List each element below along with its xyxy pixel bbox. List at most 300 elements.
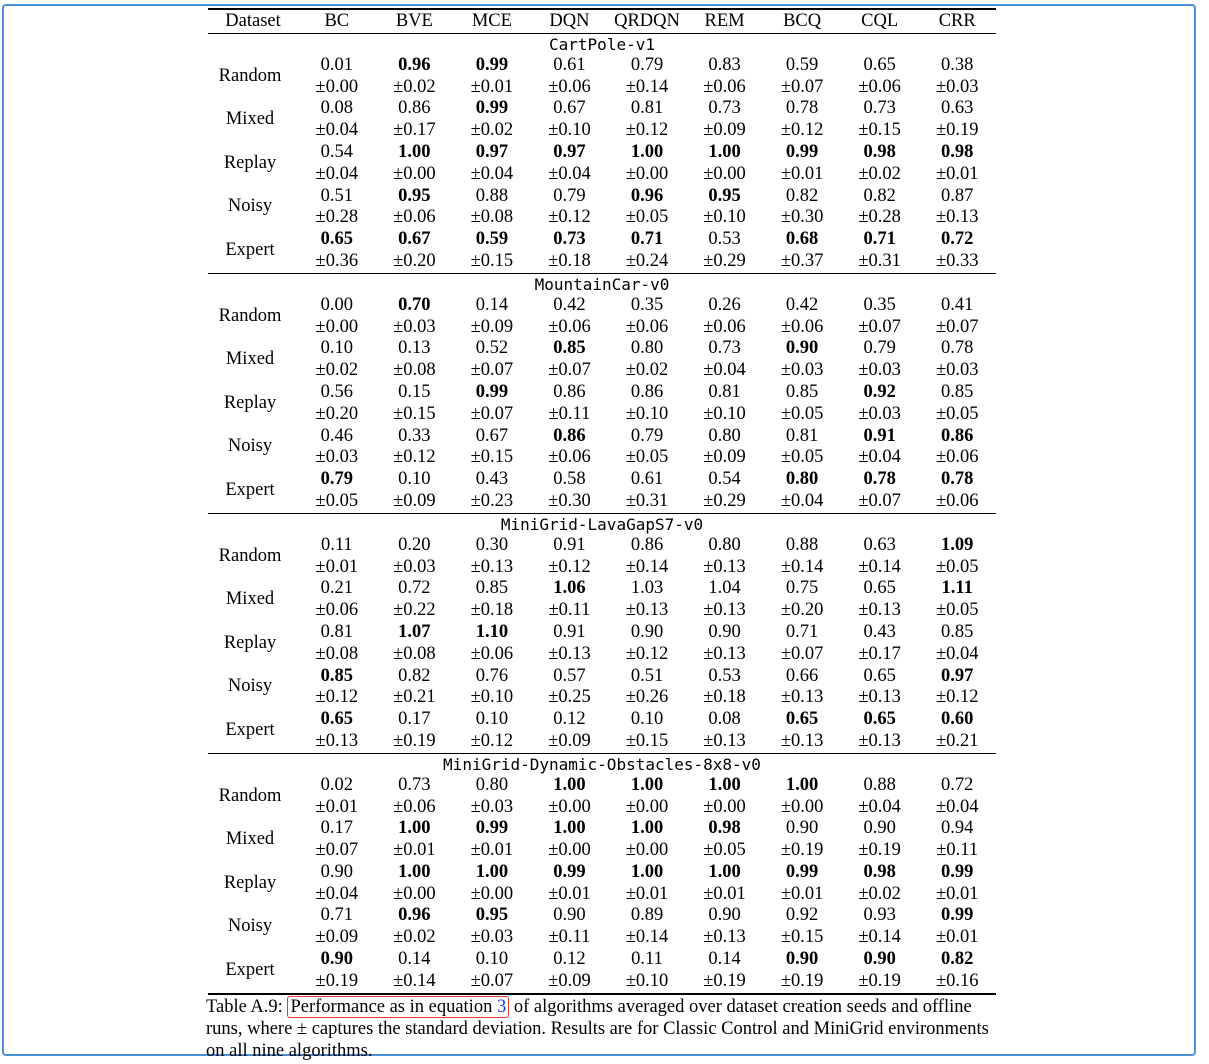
mean-value: 0.02 [320,774,353,795]
mean-value: 0.33 [398,425,431,446]
mean-value: 0.59 [475,229,509,250]
result-cell [686,469,764,513]
dataset-name: Mixed [225,589,275,610]
result-cell [531,622,609,666]
table-row [208,142,996,186]
std-value: ±0.00 [625,796,669,817]
env-group [208,513,996,753]
result-cell [376,535,454,579]
equation-ref-link[interactable]: 3 [496,996,507,1017]
std-value: ±0.20 [393,250,436,271]
dataset-name: Noisy [227,916,273,937]
result-cell [918,295,996,339]
result-cell [608,622,686,666]
table-row [208,862,996,906]
mean-value: 0.81 [785,425,819,446]
result-cell [841,578,919,622]
mean-value: 0.46 [320,425,353,446]
result-cell [608,338,686,382]
result-cell [841,905,919,949]
header-bc: BC [324,11,350,31]
std-value: ±0.01 [315,556,359,577]
std-value: ±0.00 [315,316,359,337]
table-row [208,622,996,666]
std-value: ±0.14 [625,556,669,577]
std-value: ±0.13 [858,600,901,621]
std-value: ±0.04 [935,796,979,817]
result-cell [686,862,764,906]
result-cell [298,382,376,426]
result-cell [376,578,454,622]
dataset-name: Random [218,545,282,566]
mean-value: 0.98 [708,818,741,839]
result-cell [298,535,376,579]
std-value: ±0.15 [625,730,669,751]
result-cell [763,338,841,382]
mean-value: 0.88 [785,534,819,555]
std-value: ±0.19 [703,970,746,991]
mean-value: 0.65 [320,229,353,250]
std-value: ±0.08 [315,643,359,664]
std-value: ±0.21 [935,730,979,751]
result-cell [453,775,531,819]
std-value: ±0.10 [703,403,746,424]
mean-value: 0.42 [785,294,819,315]
std-value: ±0.00 [315,76,359,97]
header-mce: MCE [471,11,512,31]
mean-value: 0.85 [475,578,509,599]
env-group [208,273,996,513]
result-cell [453,578,531,622]
mean-value: 0.81 [630,98,664,119]
std-value: ±0.02 [393,76,436,97]
mean-value: 1.00 [708,861,741,882]
std-value: ±0.13 [858,730,901,751]
std-value: ±0.06 [703,76,746,97]
mean-value: 0.99 [475,381,509,402]
result-cell [763,535,841,579]
std-value: ±0.19 [315,970,359,991]
std-value: ±0.06 [780,316,824,337]
mean-value: 0.56 [320,381,353,402]
result-cell [453,229,531,273]
std-value: ±0.30 [548,490,591,511]
mean-value: 0.41 [941,294,974,315]
std-value: ±0.31 [858,250,901,271]
std-value: ±0.06 [858,76,901,97]
result-cell [608,382,686,426]
std-value: ±0.13 [703,600,746,621]
std-value: ±0.06 [315,600,359,621]
std-value: ±0.29 [703,490,746,511]
mean-value: 0.99 [785,861,819,882]
mean-value: 0.01 [320,54,353,75]
result-cell [918,862,996,906]
result-cell [298,338,376,382]
mean-value: 1.00 [398,861,431,882]
result-cell [453,55,531,99]
std-value: ±0.02 [315,360,359,381]
table-row [208,818,996,862]
result-cell [376,55,454,99]
std-value: ±0.03 [315,447,359,468]
mean-value: 0.65 [320,709,353,730]
dataset-name: Mixed [225,109,275,130]
std-value: ±0.22 [393,600,436,621]
std-value: ±0.21 [393,687,436,708]
result-cell [763,229,841,273]
mean-value: 0.10 [475,949,509,970]
std-value: ±0.01 [625,883,669,904]
mean-value: 0.59 [785,54,819,75]
std-value: ±0.20 [315,403,359,424]
std-value: ±0.01 [935,927,979,948]
result-cell [453,98,531,142]
mean-value: 0.63 [941,98,974,119]
table-header-row [208,9,996,33]
mean-value: 0.75 [785,578,819,599]
mean-value: 1.00 [708,774,741,795]
mean-value: 0.99 [941,861,974,882]
mean-value: 0.72 [941,774,974,795]
mean-value: 0.65 [863,54,896,75]
std-value: ±0.11 [548,600,591,621]
mean-value: 0.98 [941,141,974,162]
mean-value: 0.65 [863,665,896,686]
std-value: ±0.13 [935,207,979,228]
mean-value: 1.00 [785,774,819,795]
mean-value: 0.85 [553,338,586,359]
table-row [208,338,996,382]
result-cell [453,186,531,230]
caption-highlight-text: Performance as in equation [290,996,497,1017]
mean-value: 0.90 [863,818,896,839]
result-cell [298,426,376,470]
result-cell [298,55,376,99]
header-qrdqn: QRDQN [614,11,680,31]
std-value: ±0.20 [780,600,824,621]
mean-value: 0.79 [863,338,896,359]
mean-value: 0.95 [398,185,431,206]
mean-value: 0.97 [941,665,974,686]
std-value: ±0.04 [703,360,746,381]
std-value: ±0.03 [780,360,824,381]
std-value: ±0.30 [780,207,824,228]
caption-highlight [287,996,509,1018]
std-value: ±0.05 [625,447,669,468]
results-table [208,8,996,995]
mean-value: 0.73 [553,229,586,250]
result-cell [686,55,764,99]
std-value: ±0.13 [548,643,591,664]
std-value: ±0.13 [470,556,514,577]
std-value: ±0.04 [780,490,824,511]
mean-value: 0.15 [398,381,431,402]
mean-value: 0.90 [320,949,353,970]
std-value: ±0.04 [315,120,359,141]
table-caption [206,996,1006,1062]
std-value: ±0.14 [858,927,901,948]
std-value: ±0.07 [470,970,514,991]
dataset-name: Mixed [225,829,275,850]
std-value: ±0.03 [393,316,436,337]
result-cell [453,709,531,753]
std-value: ±0.06 [625,316,669,337]
dataset-name: Random [218,65,282,86]
result-cell [763,295,841,339]
result-cell [298,469,376,513]
std-value: ±0.19 [858,970,901,991]
result-cell [686,338,764,382]
mean-value: 0.86 [553,381,586,402]
mean-value: 0.96 [630,185,664,206]
result-cell [298,709,376,753]
result-cell [608,818,686,862]
result-cell [298,905,376,949]
result-cell [608,229,686,273]
std-value: ±0.10 [703,207,746,228]
std-value: ±0.24 [625,250,669,271]
mean-value: 0.99 [475,818,509,839]
std-value: ±0.03 [858,360,901,381]
dataset-name: Replay [223,872,277,893]
mean-value: 0.81 [708,381,741,402]
std-value: ±0.07 [470,360,514,381]
std-value: ±0.06 [393,796,436,817]
result-cell [531,229,609,273]
std-value: ±0.13 [703,927,746,948]
mean-value: 1.00 [630,818,664,839]
result-cell [918,709,996,753]
table-row [208,295,996,339]
mean-value: 0.72 [398,578,431,599]
result-cell [686,949,764,994]
result-cell [531,535,609,579]
result-cell [918,578,996,622]
std-value: ±0.01 [470,840,514,861]
result-cell [763,818,841,862]
mean-value: 0.92 [863,381,896,402]
mean-value: 0.86 [630,534,664,555]
mean-value: 0.99 [475,54,509,75]
result-cell [841,469,919,513]
mean-value: 0.38 [941,54,974,75]
result-cell [376,622,454,666]
std-value: ±0.06 [393,207,436,228]
mean-value: 0.89 [630,905,664,926]
result-cell [608,469,686,513]
mean-value: 0.98 [863,141,896,162]
mean-value: 0.82 [785,185,819,206]
caption-rest: of algorithms averaged over dataset creation seeds and offline runs, where ± captures the standard deviation. Results are for Classic Control and MiniGrid environments on all nine algorithms. [206,996,989,1061]
result-cell [918,186,996,230]
result-cell [918,622,996,666]
mean-value: 0.10 [320,338,353,359]
mean-value: 0.87 [941,185,974,206]
result-cell [608,578,686,622]
mean-value: 0.58 [553,469,586,490]
dataset-name: Replay [223,632,277,653]
mean-value: 0.72 [941,229,974,250]
result-cell [453,862,531,906]
result-cell [531,295,609,339]
std-value: ±0.04 [858,447,901,468]
table-row [208,709,996,753]
mean-value: 0.61 [553,54,586,75]
mean-value: 0.68 [785,229,819,250]
dataset-name: Expert [225,959,275,980]
result-cell [453,469,531,513]
std-value: ±0.18 [470,600,514,621]
result-cell [531,98,609,142]
result-cell [841,338,919,382]
result-cell [453,382,531,426]
result-cell [918,142,996,186]
result-cell [453,949,531,994]
std-value: ±0.11 [936,840,979,861]
mean-value: 0.65 [863,709,896,730]
result-cell [531,709,609,753]
std-value: ±0.06 [703,316,746,337]
result-cell [841,186,919,230]
result-cell [376,949,454,994]
result-cell [763,905,841,949]
std-value: ±0.14 [393,970,436,991]
mean-value: 0.63 [863,534,896,555]
std-value: ±0.04 [935,643,979,664]
std-value: ±0.29 [703,250,746,271]
std-value: ±0.01 [780,163,824,184]
result-cell [763,142,841,186]
result-cell [453,338,531,382]
mean-value: 0.79 [630,54,664,75]
result-cell [376,186,454,230]
std-value: ±0.05 [703,840,746,861]
mean-value: 0.14 [475,294,509,315]
mean-value: 0.35 [630,294,664,315]
result-cell [531,818,609,862]
dataset-name: Expert [225,240,275,261]
std-value: ±0.09 [548,730,591,751]
mean-value: 0.85 [941,621,974,642]
env-group [208,33,996,273]
mean-value: 0.54 [708,469,741,490]
result-cell [763,775,841,819]
header-dataset: Dataset [225,11,281,31]
result-cell [376,709,454,753]
result-cell [686,905,764,949]
mean-value: 1.00 [398,818,431,839]
result-cell [918,905,996,949]
dataset-name: Expert [225,720,275,740]
mean-value: 0.20 [398,534,431,555]
result-cell [686,578,764,622]
std-value: ±0.07 [858,316,901,337]
mean-value: 1.00 [398,141,431,162]
mean-value: 0.53 [708,229,741,250]
mean-value: 0.82 [398,665,431,686]
mean-value: 1.06 [553,578,586,599]
std-value: ±0.01 [470,76,514,97]
mean-value: 0.96 [398,905,431,926]
result-cell [608,905,686,949]
std-value: ±0.12 [625,120,669,141]
dataset-name: Random [218,785,282,806]
dataset-name: Noisy [227,436,273,457]
mean-value: 0.08 [320,98,353,119]
mean-value: 0.80 [630,338,664,359]
mean-value: 0.51 [630,665,664,686]
result-cell [841,709,919,753]
result-cell [531,382,609,426]
std-value: ±0.13 [703,730,746,751]
mean-value: 0.65 [785,709,819,730]
std-value: ±0.00 [548,840,591,861]
std-value: ±0.00 [625,840,669,861]
std-value: ±0.10 [548,120,591,141]
result-cell [453,426,531,470]
mean-value: 0.78 [863,469,896,490]
dataset-name: Noisy [227,676,273,697]
result-cell [298,775,376,819]
mean-value: 0.30 [475,534,509,555]
mean-value: 0.71 [320,905,353,926]
std-value: ±0.03 [470,927,514,948]
mean-value: 0.81 [320,621,353,642]
mean-value: 0.13 [398,338,431,359]
table-row [208,55,996,99]
std-value: ±0.28 [858,207,901,228]
env-title: CartPole-v1 [549,34,655,54]
result-cell [686,666,764,710]
result-cell [298,949,376,994]
mean-value: 0.43 [863,621,896,642]
result-cell [918,469,996,513]
result-cell [763,469,841,513]
result-cell [841,98,919,142]
std-value: ±0.03 [470,796,514,817]
mean-value: 0.90 [785,949,819,970]
result-cell [686,142,764,186]
table-figure [208,8,996,1062]
mean-value: 0.53 [708,665,741,686]
std-value: ±0.13 [703,643,746,664]
std-value: ±0.00 [780,796,824,817]
result-cell [608,535,686,579]
mean-value: 1.00 [630,141,664,162]
mean-value: 0.21 [320,578,353,599]
mean-value: 0.67 [398,229,431,250]
table-row [208,775,996,819]
std-value: ±0.03 [935,360,979,381]
std-value: ±0.10 [470,687,514,708]
std-value: ±0.14 [625,927,669,948]
mean-value: 0.86 [941,425,974,446]
std-value: ±0.02 [393,927,436,948]
std-value: ±0.09 [470,316,514,337]
mean-value: 1.07 [398,621,431,642]
mean-value: 0.90 [553,905,586,926]
result-cell [841,535,919,579]
result-cell [453,622,531,666]
dataset-name: Noisy [227,196,273,217]
mean-value: 0.86 [398,98,431,119]
std-value: ±0.04 [858,796,901,817]
mean-value: 0.71 [785,621,819,642]
mean-value: 1.03 [630,578,664,599]
std-value: ±0.01 [703,883,746,904]
std-value: ±0.01 [393,840,436,861]
